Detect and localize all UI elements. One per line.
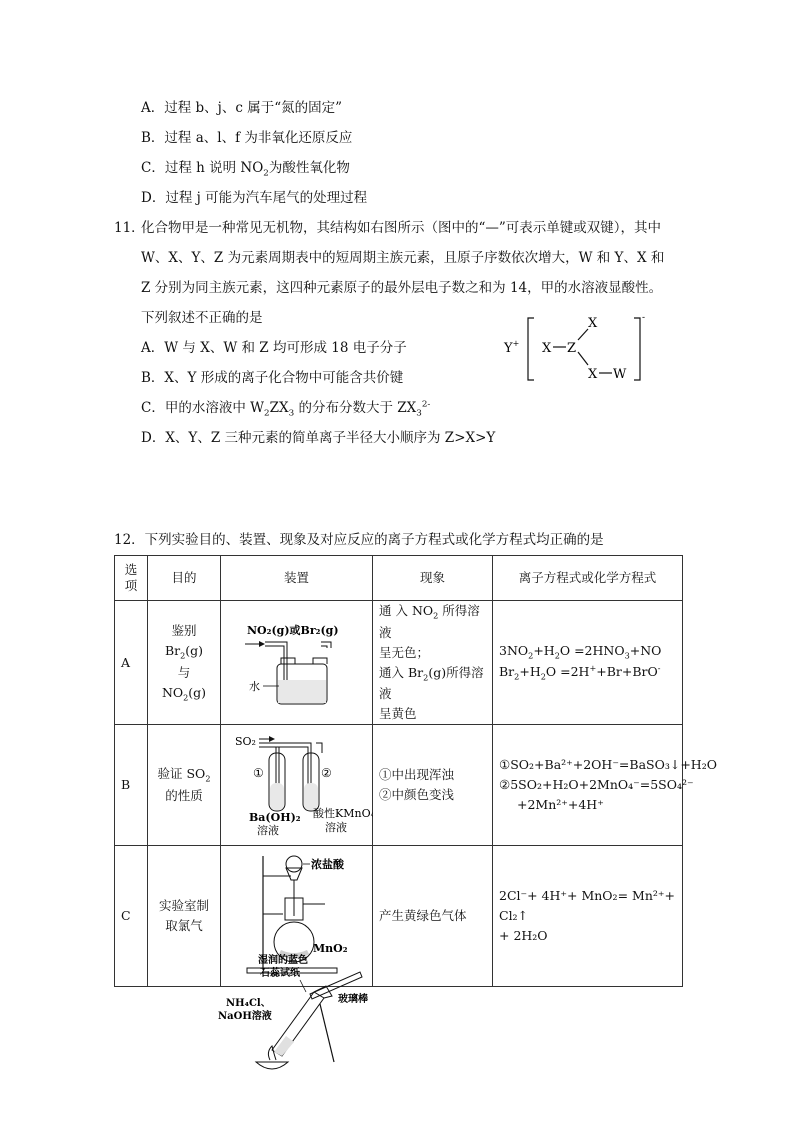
fig-acid-label: 浓盐酸	[311, 858, 344, 871]
row-a-equation: $3NO_2+H_2O =2HNO_3+NO$ $Br_2+H_2O =2H^++Br+BrO^-$	[493, 601, 683, 725]
q11-stem-line1: 化合物甲是一种常见无机物，其结构如右图所示（图中的“—”可表示单键或双键），其中	[141, 220, 662, 236]
tube-2-liquid	[304, 783, 318, 810]
row-b-device	[221, 725, 373, 846]
q10-option-b: B．过程 a、l、f 为非氧化还原反应	[141, 130, 353, 146]
row-b-label: B	[115, 725, 148, 846]
so2-test-tubes-figure	[221, 725, 373, 839]
tube-mouth	[314, 986, 332, 998]
atom-x-left: X	[542, 341, 552, 356]
row-a-label: A	[115, 601, 148, 725]
fig-baoh2-label-2: 溶液	[257, 824, 279, 837]
q10-option-d: D．过程 j 可能为汽车尾气的处理过程	[141, 190, 368, 206]
fig-mno2-label: MnO₂	[313, 942, 348, 955]
left-bracket	[528, 318, 534, 380]
flame	[268, 1046, 276, 1060]
tube-2-outlet	[316, 743, 322, 753]
header-phenomenon: 现象	[373, 556, 493, 601]
clamp-arm	[320, 1004, 334, 1062]
q11-number: 11．	[114, 220, 145, 236]
outlet-tube	[321, 642, 331, 648]
atom-w: W	[613, 367, 627, 382]
table-row-a	[115, 601, 683, 725]
right-bracket	[634, 318, 640, 380]
q11-stem-line2: W、X、Y、Z 为元素周期表中的短周期主族元素，且原子序数依次增大，W 和 Y、X 和	[141, 250, 665, 266]
fig-reagent-label-1: NH₄Cl、	[226, 998, 271, 1009]
q11-structure-diagram	[500, 310, 660, 390]
arrow-head	[259, 641, 265, 647]
row-b-purpose: 验证 $SO_2$ 的性质	[148, 725, 221, 846]
fig-reagent-label-2: NaOH溶液	[218, 1011, 272, 1022]
header-device: 装置	[221, 556, 373, 601]
atom-x-top: X	[588, 316, 598, 331]
header-equation: 离子方程式或化学方程式	[493, 556, 683, 601]
row-a-phenomenon: 通 入 $NO_2$ 所得溶液 呈无色； 通入 $Br_2(g)$所得溶液 呈黄色	[373, 601, 493, 725]
fig-gas-label: NO₂(g)或Br₂(g)	[247, 623, 339, 637]
atom-x-bottom: X	[588, 367, 598, 382]
row-c-equation: 2Cl⁻+ 4H⁺+ MnO₂= Mn²⁺+ Cl₂↑ + 2H₂O	[493, 846, 683, 987]
water-level	[278, 680, 326, 703]
ammonia-test-figure	[214, 952, 384, 1082]
header-purpose: 目的	[148, 556, 221, 601]
row-b-equation: ①SO₂+Ba²⁺+2OH⁻=BaSO₃↓+H₂O ②5SO₂+H₂O+2MnO₄⁻=5SO₄²⁻ +2Mn²⁺+4H⁺	[493, 725, 683, 846]
arrow-head	[269, 736, 275, 742]
fig-circle-2: ②	[321, 766, 332, 780]
atom-z: Z	[567, 341, 577, 356]
fig-water-label: 水	[249, 679, 260, 693]
stopper	[281, 658, 327, 664]
alcohol-lamp	[256, 1062, 288, 1069]
fig-baoh2-label: Ba(OH)₂	[249, 811, 301, 824]
fig-paper-label-2: 石蕊试纸	[260, 968, 300, 979]
row-a-device	[221, 601, 373, 725]
q11-option-c: C．甲的水溶液中 $W_2ZX_3$ 的分布分数大于 $ZX_3^{2-}$	[141, 399, 431, 419]
funnel-bulb	[286, 856, 302, 872]
q11-option-d: D．X、Y、Z 三种元素的简单离子半径大小顺序为 Z>X>Y	[141, 430, 496, 446]
bond-z-x-bottom	[578, 352, 588, 365]
fig-paper-label-1: 湿润的蓝色	[258, 955, 308, 966]
table-header-row	[115, 556, 683, 601]
table-row-c	[115, 846, 683, 987]
row-a-purpose: 鉴别 $Br_2(g)$ 与 $NO_2(g)$	[148, 601, 221, 725]
q11-stem-line4: 下列叙述不正确的是	[141, 310, 263, 326]
row-c-label: C	[115, 846, 148, 987]
q12-title: 12．下列实验目的、装置、现象及对应反应的离子方程式或化学方程式均正确的是	[114, 532, 604, 548]
q11-option-b: B．X、Y 形成的离子化合物中可能含共价键	[141, 370, 404, 386]
structure-charge: -	[642, 313, 646, 323]
header-option: 选 项	[115, 556, 148, 601]
tube-1-liquid	[270, 783, 284, 810]
fig-rod-label: 玻璃棒	[338, 994, 368, 1005]
paper-pointer	[300, 980, 306, 992]
q11-stem-line3: Z 分别为同主族元素，这四种元素原子的最外层电子数之和为 14，甲的水溶液显酸性。	[141, 280, 663, 296]
fig-circle-1: ①	[253, 766, 264, 780]
gas-washing-bottle-figure	[221, 608, 373, 712]
row-b-phenomenon: ①中出现浑浊 ②中颜色变浅	[373, 725, 493, 846]
structure-cation: Y+	[504, 339, 520, 356]
row-c-phenomenon: 产生黄绿色气体	[373, 846, 493, 987]
row-c-purpose: 实验室制 取氯气	[148, 846, 221, 987]
table-row-b	[115, 725, 683, 846]
tube-liquid	[274, 1036, 294, 1056]
fig-kmno4-label: 酸性KMnO₄	[313, 807, 373, 820]
q11-option-a: A．W 与 X、W 和 Z 均可形成 18 电子分子	[141, 340, 407, 356]
q12-table	[114, 555, 717, 987]
q10-option-a: A．过程 b、j、c 属于“氮的固定”	[141, 100, 343, 116]
bond-z-x-top	[578, 329, 588, 340]
fig-so2-label: SO₂	[235, 735, 256, 748]
q10-option-c: C．过程 h 说明 $NO_2$为酸性氧化物	[141, 160, 350, 179]
fig-kmno4-label-2: 溶液	[325, 821, 347, 834]
